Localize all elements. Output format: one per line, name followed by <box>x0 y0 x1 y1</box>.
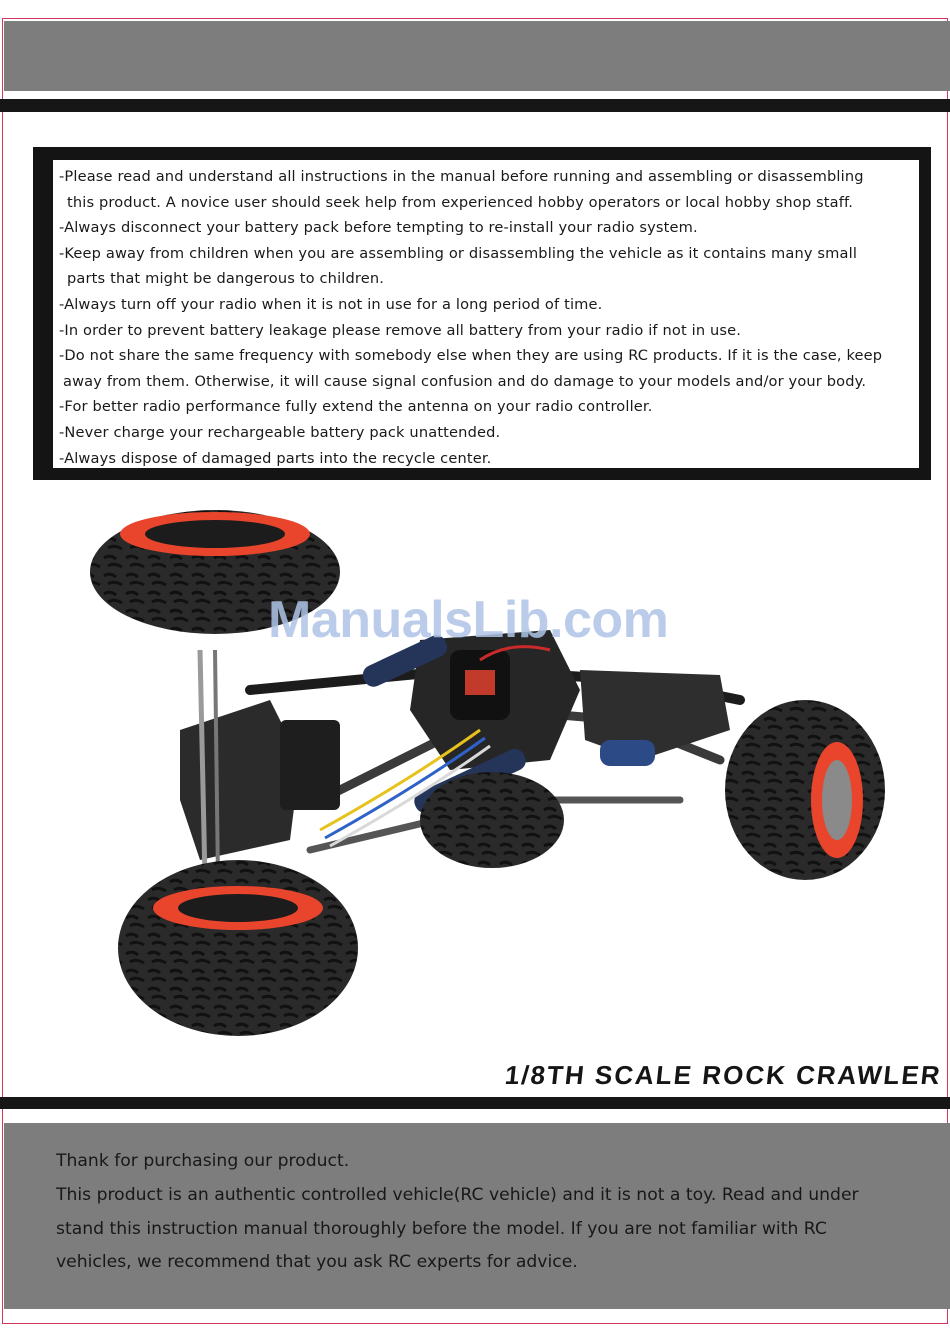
notice-text: -For better radio performance fully extend the antenna on your radio controller. <box>59 398 653 416</box>
footer-rule <box>0 1097 950 1109</box>
rock-crawler-photo <box>80 500 900 1060</box>
watermark: ManualsLib.com <box>268 591 669 649</box>
front-lower-tire <box>118 860 358 1036</box>
header-rule <box>0 99 950 112</box>
intro-text <box>56 1145 926 1280</box>
intro-line: stand this instruction manual thoroughly before the model. If you are not familiar with RC <box>56 1218 827 1239</box>
notice-item <box>59 164 919 215</box>
notice-item <box>59 343 919 394</box>
notice-text: -Always disconnect your battery pack before tempting to re-install your radio system. <box>59 219 698 237</box>
notice-text-continued: this product. A novice user should seek help from experienced hobby operators or local hobby shop staff. <box>67 193 854 211</box>
notice-item <box>59 241 919 292</box>
notice-text-continued: away from them. Otherwise, it will cause signal confusion and do damage to your models and/or your body. <box>63 372 867 390</box>
notice-item <box>59 420 919 446</box>
notice-text: -In order to prevent battery leakage please remove all battery from your radio if not in use. <box>59 321 742 339</box>
notice-text: -Keep away from children when you are assembling or disassembling the vehicle as it contains many small <box>59 244 858 262</box>
notice-text: -Do not share the same frequency with somebody else when they are using RC products. If it is the case, keep <box>59 347 883 365</box>
intro-line: Thank for purchasing our product. <box>56 1151 350 1171</box>
intro-line: This product is an authentic controlled vehicle(RC vehicle) and it is not a toy. Read and under <box>56 1184 859 1205</box>
notice-text: -Please read and understand all instructions in the manual before running and assembling or disassembling <box>59 168 864 185</box>
safety-notice-box <box>33 147 931 480</box>
product-title: 1/8TH SCALE ROCK CRAWLER <box>503 1060 944 1090</box>
notice-item <box>59 318 919 344</box>
safety-notice-list <box>59 164 919 471</box>
notice-item <box>59 394 919 420</box>
intro-line: vehicles, we recommend that you ask RC experts for advice. <box>56 1252 578 1273</box>
rear-right-tire <box>725 700 885 880</box>
notice-text: -Always dispose of damaged parts into the recycle center. <box>59 449 492 467</box>
rear-left-tire <box>420 772 564 868</box>
header-band <box>4 21 950 91</box>
notice-text: -Always turn off your radio when it is not in use for a long period of time. <box>59 295 603 313</box>
notice-item <box>59 292 919 318</box>
notice-text-continued: parts that might be dangerous to children. <box>67 270 385 288</box>
notice-text: -Never charge your rechargeable battery pack unattended. <box>59 423 501 441</box>
notice-item <box>59 215 919 241</box>
notice-item <box>59 446 919 472</box>
